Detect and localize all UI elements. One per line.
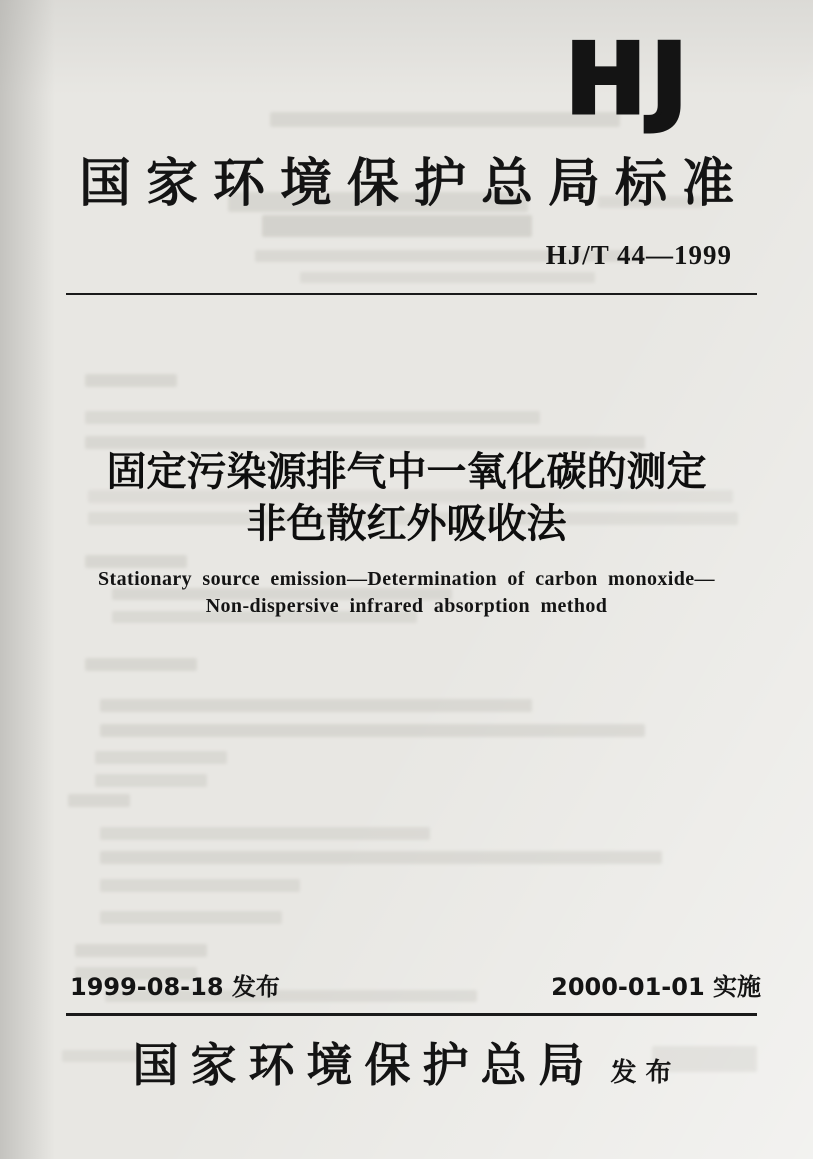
- main-title-line2: 非色散红外吸收法: [246, 501, 567, 547]
- english-title-line2: Non-dispersive infrared absorption method: [205, 595, 608, 617]
- horizontal-rule-bottom: [66, 1013, 757, 1016]
- english-title-line1: Stationary source emission—Determination of carbon monoxide—: [98, 568, 715, 590]
- publisher-name: 国家环境保护总局: [132, 1040, 597, 1091]
- publish-label: 发布: [610, 1058, 681, 1087]
- main-title-line1: 固定污染源排气中一氧化碳的测定: [106, 449, 707, 495]
- horizontal-rule-top: [66, 293, 757, 295]
- hj-logo: HJ: [566, 25, 693, 135]
- standard-number: HJ/T 44—1999: [545, 240, 732, 270]
- main-title-english: [0, 566, 813, 620]
- implementation-date: 2000-01-01 实施: [551, 973, 761, 1001]
- header-title: 国家环境保护总局标准: [78, 156, 749, 213]
- issue-date: 1999-08-18 发布: [70, 973, 280, 1001]
- publisher-line: [0, 1040, 813, 1092]
- main-title-chinese: [0, 446, 813, 550]
